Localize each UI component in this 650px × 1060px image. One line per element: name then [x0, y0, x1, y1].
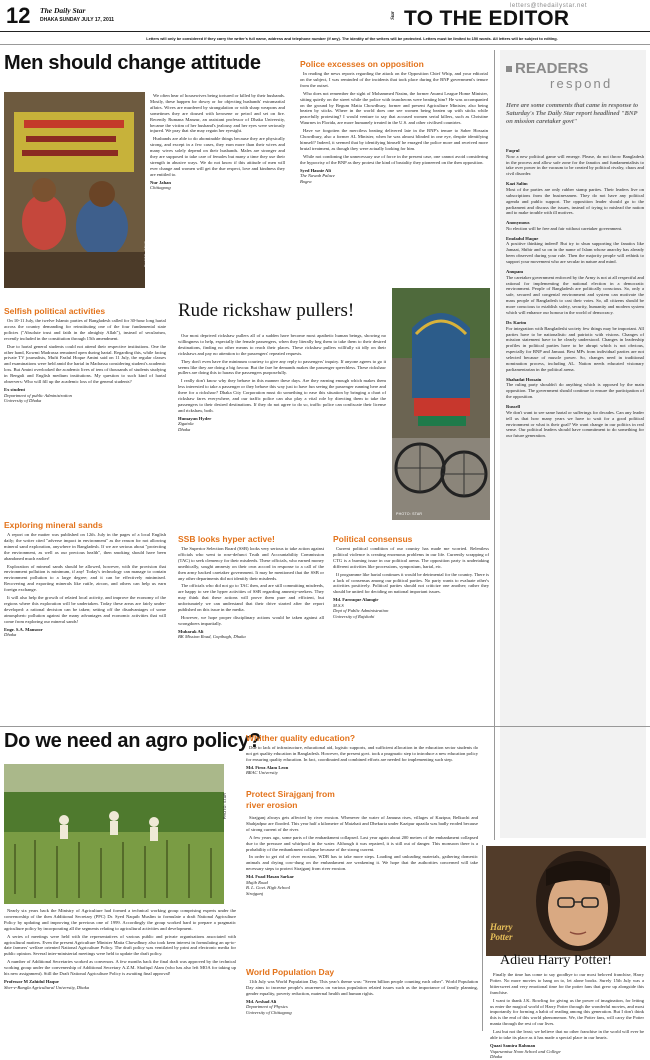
police-excesses-signature — [300, 168, 488, 185]
readers-respond-column — [500, 50, 646, 838]
education-signature — [246, 765, 478, 776]
rickshaw-body — [178, 333, 386, 433]
sirajganj-body — [246, 815, 478, 897]
location: Sirajganj — [246, 890, 264, 896]
comment — [506, 377, 644, 400]
consensus-signature — [333, 597, 489, 619]
paragraph: I want to thank J.K. Rowling for giving us the power of imagination, for letting us enter the magical world of Harry Potter through the wonderful movies, and most importantly for forming a habit of reading among this generation. But I don't think this is the end of this world phenomenon. We, the Potter fans, will carry the Potter mania through the rest of our lives. — [490, 997, 644, 1027]
paragraph: However, we hope proper disciplinary actions would be taken against all wrongdoers impartially. — [178, 614, 324, 626]
location: Sher-e-Bangla Agricultural University, Dhaka — [4, 984, 90, 990]
comment-text: A positive thinking indeed! But try to shun supporting the fanatics like Jamaat, Shibir and so on in the name of Islam whose anarchy has already been observed during your rule. Then the majority people will rethink to support your movement who are secular in nature and mind. — [506, 241, 644, 265]
comment — [506, 220, 644, 232]
affiliation: Dept of Public Administration — [333, 608, 389, 614]
comment — [506, 236, 644, 265]
readers-divider — [494, 50, 495, 840]
population-day-signature — [246, 999, 478, 1016]
author: Professor M Zahidul Haque — [4, 978, 59, 984]
location: Dhaka — [4, 632, 17, 638]
comment-text: Most of the parties are only rubber stamp parties. Their leaders live on subscriptions from the businessmen. They do not have any political agenda and public support. The opposition leader should go to the parliament and discuss the issues, instead of trying to mislead the nation and to make trouble with ill motives. — [506, 186, 644, 216]
location: University of Rajshahi — [333, 614, 375, 620]
paddy-field-photo — [4, 764, 227, 904]
paragraph: Finally the time has come to say goodbye to our most beloved franchise, Harry Potter. No more movies to hang on to, let alone books. Surely 15th July was a bittersweet and very emotional time for the potter fans that grew up alongside this franchise. — [490, 972, 644, 995]
masthead — [0, 0, 650, 38]
author: Md. Fuad Hasan Sarkar — [246, 874, 294, 880]
education-headline: Whither quality education? — [246, 733, 356, 743]
readers-subtitle: respond — [550, 76, 613, 91]
paragraph: It will also help the growth of related local activity, and improve the economy of the regions where this exploration will be undertaken. Today these areas are fairly under-developed: a rational decision can be taken; setting off the disadvantages of some atmospheric pollution against the many advantages and economic activities that will come from exploring our mineral sands! — [4, 595, 166, 624]
paragraph: 11th July was World Population Day. This year's theme was: "Seven billion people counting each other". World Population Day aims to increase people's awareness on various population related issues such as the importance of family planning, gender equality, poverty reduction, maternal health and human rights. — [246, 979, 478, 996]
sirajganj-headline — [246, 789, 335, 811]
author: Humayun Hyder — [178, 415, 212, 421]
comment-author: Anonymous — [506, 220, 530, 226]
location: Dhaka — [178, 426, 191, 432]
section-title: TO THE EDITOR — [404, 7, 570, 30]
paragraph: A series of meetings were held with the representatives of various public and private organisations associated with agricultural matters. Even the present Agriculture Minister Matia Chowdhury also took keen interest in formulating an up-to-date farmers' welfare oriented National Agriculture Policy. The draft policy was ventilated by print and electronic media for public opinion. Several inter-ministerial meetings were held to update the draft policy. — [4, 933, 236, 957]
paper-name: The Daily Star — [40, 6, 86, 15]
education-body — [246, 745, 478, 776]
paragraph: Have we forgotten the merciless beating delivered late in the BNP's tenure to Saber Hossain Chowdhury, also a former AL Minister, when he was almost blinded in one eye, despite identifying himself? Indeed, it seemed that by identifying himself he enraged the police more and received more brutal treatment, as though they were actually looking for him. — [300, 128, 488, 151]
degree: M.S.S — [333, 602, 344, 608]
comment-text: Now a new political game will emerge. Please, do not throw Bangladesh in the process and allow safe zone for the fanatics and fundamentalists to take over power in the vacuum to be created by political rivalry, chaos and civil disorder. — [506, 153, 644, 177]
readers-marker — [506, 66, 512, 72]
paragraph: Sirajganj always gets affected by river erosion. Whenever the water of Jamuna rises, villages of Kazipur, Belkuchi and Shahjadpur are flooded. This year half a kilometre of Maizhati and Dhekuria under Kazipur upazila was badly eroded because of strong current of the river. — [246, 815, 478, 832]
sirajganj-signature — [246, 874, 478, 896]
sirajganj-headline-line2: river erosion — [246, 800, 298, 810]
author: Nur Jahan — [150, 179, 171, 185]
paragraph: We often hear of housewives being tortured or killed by their husbands. Mostly, these happen for dowry or for objecting husbands' extramarital affairs. Wives are murdered by strangulation or with sharp weapons and sometimes they are doused with kerosene or petrol and set on fire. Recently Rumana Manzur, an assistant professor of Dhaka University, became the victim of her husband's jealousy and her eyes were seriously injured. We pray that she may regain her eyesight. — [150, 93, 285, 134]
affiliation: The Nawab Palace — [300, 173, 335, 179]
paragraph: A report on the matter was published on 12th. July in the pages of a local English daily; the writer cited "adverse impact in environment" as the reason for not allowing mineral sand exploration, anywhere in Bangladesh. If we are serious about "protecting the environment, as well as our precious health", then smoking should have been abandoned much earlier! — [4, 532, 166, 561]
paragraph: Last but not the least; we believe that no other franchise in the world will ever be able to take its place as it has made a special place in our hearts. — [490, 1029, 644, 1041]
selfish-politics-headline: Selfish political activities — [4, 306, 106, 316]
rickshaw-signature — [178, 416, 386, 433]
author: Mubarak Ali — [178, 628, 204, 634]
comment — [506, 269, 644, 316]
harry-potter-body — [490, 972, 644, 1060]
readers-title: READERS — [515, 60, 589, 77]
location: Chittagong — [150, 185, 171, 191]
selfish-politics-body — [4, 318, 166, 404]
paragraph: On 10-11 July, the twelve Islamic parties of Bangladesh called for 30-hour long hartal across the country demanding for reinstituting one of the four fundamental state policies ("Absolute trust and faith in the almighty Allah"), instead of secularism, recently included in the constitution through 15th amendment. — [4, 318, 166, 341]
men-attitude-signature — [150, 180, 285, 191]
paragraph: In order to get rid of river erosion, WDB has to take more steps. Loading and unloading materials, gathering domestic animals and drying cow-dung on the embankment are weakening it. We hope that the authorities concerned will take necessary steps to protect Sirajganj from river erosion. — [246, 854, 478, 872]
agro-policy-body — [4, 908, 236, 990]
paragraph: A few years ago, some parts of the embankment collapsed. Last year again about 200 metres of the embankment collapsed due to the pressure and whirlpool in the water. Although it was repaired, it is still out of danger. This monsoon there is a probability of the embankment collapse because of the strong current. — [246, 834, 478, 852]
paragraph: Our most deprived rickshaw pullers all of a sudden have become most apathetic human beings, showing no willingness to help, especially the female passengers, when they literally beg them to take them to their desired destinations, finding no other means to reach their places. These rickshaw pullers willfully sit idly on their rickshaws and pay no attention to the passengers' repeated requests. — [178, 333, 386, 356]
affiliation: Department of public Administration — [4, 392, 72, 398]
letters-email[interactable]: letters@thedailystar.net — [510, 3, 588, 9]
mineral-sands-signature — [4, 627, 166, 638]
author: Ex student — [4, 386, 26, 392]
agro-policy-signature — [4, 979, 236, 990]
selfish-politics-signature — [4, 387, 166, 404]
readers-comments — [506, 148, 644, 443]
paragraph: In reading the news reports regarding the attack on the Opposition Chief Whip, and your editorial on the subject, I was reminded of the incidents that took place during the BNP government's tenure from the outset. — [300, 71, 488, 88]
section-kicker: Star — [390, 11, 396, 20]
comment-author: Faqrul — [506, 148, 520, 153]
author: Md. Firoz Alam Leon — [246, 764, 289, 770]
population-day-headline: World Population Day — [246, 967, 335, 977]
paragraph: Current political condition of our country has made me worried. Relentless political violence is creating enormous problems in our life. Currently scrapping of CTG is a burning issue in our political arena. The opposition party is undertaking different activities like processions, symposium, hartal, etc. — [333, 546, 489, 569]
rickshaw-headline: Rude rickshaw pullers! — [178, 300, 355, 321]
police-excesses-headline: Police excesses on opposition — [300, 59, 424, 69]
paragraph: Due to lack of infrastructure, educational aid, logistic supports, and sufficient allocation in the education sector students do not get quality education in Bangladesh. However, the present govt. took a pragmatic step to introduce a new education policy for ensuring quality education. In fact, coordinated and combined efforts are needed for implementing such step. — [246, 745, 478, 762]
harry-potter-signature — [490, 1043, 644, 1060]
comment-text: We don't want to see same hartal or sufferings for decades. Can any leader tell us that how many years we have to wait for a good political environment or what is their goal? We want change in our politics in real sense. Our political leaders should have commitment to do something for our future generation. — [506, 409, 644, 439]
comment-author: Dr. Karim — [506, 320, 527, 325]
comment-author: Shahadat Hossain — [506, 376, 542, 382]
comment-text: The ruling party shouldn't do anything which is opposed by the main opposition. The government should continue to ensure the participation of the opposition. — [506, 382, 644, 400]
submission-notice: Letters will only be considered if they carry the writer's full name, address and telephone number (if any). The identity of the writers will be protected. Letters must be limited to 150 words. All letters will be subject to editing. — [146, 36, 558, 41]
paragraph: They don't even have the minimum courtesy to give any reply to passengers' inquiry. If anyone agrees to go it seems like they are doing a big favour. But the fare he demands makes the passenger speechless. These rickshaw pullers are doing this to harass the passengers purposefully. — [178, 358, 386, 376]
men-attitude-headline: Men should change attitude — [4, 52, 261, 74]
harry-potter-photo — [486, 846, 646, 956]
author: Md. Arshad Ali — [246, 998, 277, 1004]
mineral-sands-body — [4, 532, 166, 638]
paddy-field-photo-art — [4, 764, 224, 904]
paddy-photo-credit: PHOTO: STAR — [222, 792, 227, 820]
readers-intro: Here are some comments that came in response to Saturday's The Daily Star report headlined "BNP on mission caretaker govt" — [506, 102, 639, 125]
location: Dhaka — [490, 1054, 503, 1060]
men-attitude-body — [150, 93, 285, 191]
paragraph: Exploration of mineral sands should be allowed, however, with the provision that environment pollution is minimum, if any! Today's technology can manage to contain environment pollution to a large degree; and it can be effectively minimised. Recovering and exporting minerals like rutile, zircon, and others can help us earn foreign exchange. — [4, 563, 166, 593]
lower-section-rule — [0, 726, 650, 727]
paragraph: The officials who did not go to TAC then, and are still committing misdeeds, are happy to see the hyper activities of SSB regarding amnesty-seekers. They may think that these actions will prove them pure and efficient, but unfortunately we can understand that their drive started after the report published on this issue in the media. — [178, 583, 324, 613]
rickshaw-photo-art — [392, 288, 490, 520]
comment-author: Emdadul Haque — [506, 235, 539, 241]
protest-photo — [4, 92, 148, 288]
comment — [506, 404, 644, 439]
paragraph: While not condoning the unnecessary use of force in the present case, one cannot avoid considering the hypocrisy of the BNP as they protest the kind of brutality they pioneered on the then opposition. — [300, 153, 488, 165]
comment-author: Kazi Salim — [506, 181, 528, 187]
paragraph: The Superior Selection Board (SSB) looks very serious to take action against officials who went to rose-defunct Truth and Accountability Commission (TAC) to seek clemency for their misdeeds. These officials, who earned money unethically, sought amnesty on their own accord in response to a call of the then army backed caretaker government. It may be mentioned that the SSB or any other departments did not identify their misdeeds. — [178, 546, 324, 581]
protest-photo-art — [4, 92, 145, 288]
location: BK Mission Road, Gopibagh, Dhaka — [178, 634, 246, 640]
comment — [506, 181, 644, 216]
author: Quazi Samira Rahman — [490, 1042, 536, 1048]
population-day-body — [246, 979, 478, 1016]
paragraph: If programme like hartal continues it would be detrimental for the country. There is a lack of consensus among our political parties. No party wants to evaluate other's activities positively. Political parties should not criticize one another; rather they should be united for deciding on national important issues. — [333, 571, 489, 595]
location: BRAC University — [246, 770, 278, 776]
affiliation: Zigatola — [178, 421, 194, 427]
consensus-body — [333, 546, 489, 620]
author: Md. Farouque Alamgir — [333, 597, 379, 603]
harry-potter-headline: Adieu Harry Potter! — [500, 953, 612, 968]
dateline: DHAKA SUNDAY JULY 17, 2011 — [40, 17, 115, 23]
location: University of Dhaka — [4, 398, 42, 404]
ssb-body — [178, 546, 324, 640]
sirajganj-headline-line1: Protect Sirajganj from — [246, 789, 335, 799]
comment — [506, 320, 644, 373]
ssb-headline: SSB looks hyper active! — [178, 534, 275, 544]
comment — [506, 148, 644, 177]
comment-text: No election will be free and fair without caretaker government. — [506, 225, 623, 231]
page-number: 12 — [6, 3, 31, 28]
masthead-rule — [0, 31, 650, 32]
agro-policy-headline: Do we need an agro policy? — [4, 730, 261, 752]
location: University of Chittagong — [246, 1009, 292, 1015]
rickshaw-photo — [392, 288, 490, 520]
harry-potter-logo: Harry Potter — [490, 922, 513, 942]
author: Syed Hasnie Ali — [300, 167, 331, 173]
affiliation: Department of Physics — [246, 1004, 288, 1010]
mineral-sands-headline: Exploring mineral sands — [4, 520, 103, 530]
paragraph: Who does not remember the sight of Mohammed Nasim, the former Awami League Home Minister, sitting quietly on the street while the police with truncheons were beating him? He was accompanied on the ground by Begum Matia Chowdhury, former and present Agriculture Minister, also being beaten by sticks. Where in the world does one see women being beaten up with sticks while peacefully protesting? I would venture to say that accused women serial killers, such as Christine Waurnes in Florida, are more humanely treated in the U.S. and other civilised countries. — [300, 90, 488, 126]
affiliation: Mujib Road — [246, 879, 268, 885]
protest-photo-credit: PHOTO: STAR — [143, 240, 148, 268]
comment-author: Anupam — [506, 269, 524, 275]
harry-potter-divider — [482, 845, 483, 1031]
comment-text: For integration with Bangladeshi society few things may be important. All parties have to be nationalistic and patriotic with visions. Changes of mission statement have to be clearly understood. Changes in leadership profiles in political parties have to be abrupt which is not obvious, especially for BNP and Jamaat. Best MPs from individual parties are not selected because of muscle power. So, changes need in traditional nomination process, including AL. Nation needs educated visionary parliamentarian in the political arena. — [506, 325, 644, 372]
consensus-headline: Political consensus — [333, 534, 413, 544]
comment-text: The caretaker government enforced by the Army is not at all respectful and rational for implementing the national election in a democratic environment. People of Bangladesh are politically conscious. So, only a safe, secured and congenial environment and system can motivate the mass people of Bangladesh to cast their votes. So, all citizens should be more conscious to establish safety, security, humanity and modern system which will enhance our honour in the world of democracy. — [506, 274, 645, 316]
paragraph: Nearly six years back the Ministry of Agriculture had formed a technical working group comprising experts under the convenorship of the then Additional Secretary (PPC) Dr. Syed Naquib Muslim to formulate a draft National Agriculture Policy by updating and improving the previous one of 1999. Accordingly the group worked hard to prepare a pragmatic agriculture policy by incorporating all the segments relating to agricultural activities and development. — [4, 908, 236, 931]
ssb-signature — [178, 629, 324, 640]
paragraph: I really don't know why they behave in this manner these days. Are they earning enough which makes them less interested to take a passenger or they behave this way just to have fun seeing the passenger running here and there for a rickshaw? Dhaka City Corporation must do something to ease this situation by bringing a chart of rickshaw fares everywhere, and our traffic police can also play a vital role by directing them to take the passengers to their desired destinations. If they do not agree to do so, traffic police can confiscate their license and rickshaw, both. — [178, 378, 386, 413]
location: Bogra — [300, 178, 312, 184]
school: B. L. Govt. High School — [246, 885, 291, 891]
affiliation: Viqarunnisa Noon School and College — [490, 1048, 561, 1054]
rickshaw-photo-credit: PHOTO: STAR — [396, 512, 423, 516]
paragraph: A number of Additional Secretaries worked as convenors. A few months back the final draft was approved by the technical working group under the convenership of Additional Secretary A.Z.M. Shafiqul Alam (who has also left MOA for taking up his new assignment). Still the Draft National Agriculture Policy is awaiting final approval! — [4, 959, 236, 977]
paragraph: Husbands are able to do abominable things because they are physically strong, and except in a few cases, they earn more than their wives and many wives solely depend on their husbands. Males are stronger and they are supposed to take care of females but many a time they use their strength in abusive ways. We do not know if this attitude of men will ever change and women will get the due respect, love and kindness they are entitled to. — [150, 136, 285, 177]
notice-rule — [0, 44, 650, 45]
comment-author: Russell — [506, 404, 521, 410]
author: Engr. S.A. Mansoor — [4, 626, 43, 632]
paragraph: Due to hartal general students could not attend their respective institutions. One the other hand, Kowmi Madrassa remained open during hartal. Regarding this, while facing private TV journalists, Mufti Fazlul Hoque Amini said on 11 July, the regular classes and examinations were held amid the hartal in Madrassa considering student's academic loss. But Amini overlooked the academic lives of tens of thousands of students studying in Bengali and English medium institutions. My question to such kind of hartal observers: Who will fill up the academic loss of the general students? — [4, 343, 166, 385]
police-excesses-body — [300, 71, 488, 184]
